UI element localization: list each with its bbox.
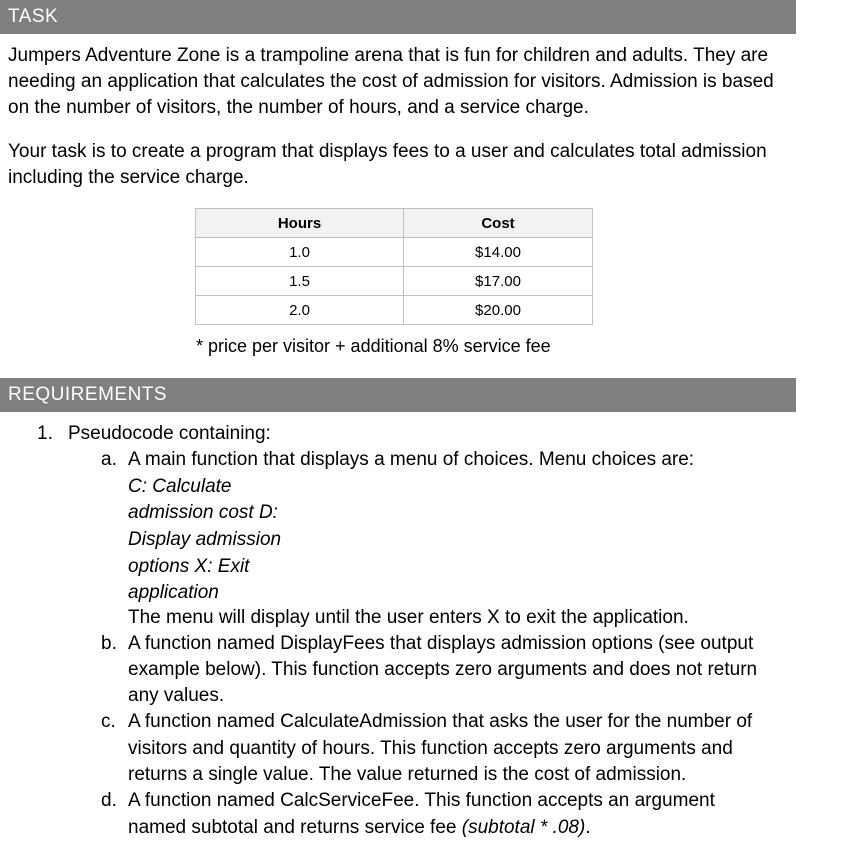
task-paragraph-2: Your task is to create a program that displays fees to a user and calculates total admission including the service charge.	[8, 141, 767, 188]
task-header-label: TASK	[8, 6, 59, 27]
item-a-after: The menu will display until the user enters X to exit the application.	[128, 607, 689, 628]
hours-cell: 1.5	[196, 267, 404, 296]
hours-cell: 1.0	[196, 238, 404, 267]
item-d-line-2-end: .	[585, 817, 591, 838]
menu-line: application	[128, 582, 219, 603]
task-header	[0, 0, 796, 34]
cost-cell: $17.00	[404, 267, 593, 296]
item-1-text: Pseudocode containing:	[68, 423, 271, 444]
cost-cell: $14.00	[404, 238, 593, 267]
table-row	[196, 296, 593, 325]
item-d-marker: d.	[101, 790, 117, 811]
requirements-header-label: REQUIREMENTS	[8, 384, 168, 405]
item-a-text: A main function that displays a menu of choices. Menu choices are:	[128, 449, 695, 470]
item-a-marker: a.	[101, 449, 117, 470]
item-c-line: A function named CalculateAdmission that asks the user for the number of	[128, 711, 753, 732]
item-d-line-1: A function named CalcServiceFee. This function accepts an argument	[128, 790, 715, 811]
menu-line: admission cost D:	[128, 502, 278, 523]
hours-cell: 2.0	[196, 296, 404, 325]
item-d-line-2-plain: named subtotal and returns service fee	[128, 817, 462, 838]
menu-line: Display admission	[128, 529, 282, 550]
task-paragraph-1: Jumpers Adventure Zone is a trampoline arena that is fun for children and adults. They are needing an application that calculates the cost of admission for visitors. Admission is based on the number of visitors, the number of hours, and a service charge.	[8, 45, 774, 118]
item-b-marker: b.	[101, 633, 117, 654]
table-header-row	[196, 209, 593, 238]
item-b-line: A function named DisplayFees that displays admission options (see output	[128, 633, 754, 654]
item-b-line: any values.	[128, 685, 225, 706]
table-row	[196, 238, 593, 267]
fee-note: * price per visitor + additional 8% service fee	[196, 336, 551, 356]
item-c-line: returns a single value. The value returned is the cost of admission.	[128, 764, 687, 785]
menu-line: C: Calculate	[128, 476, 232, 497]
item-c-marker: c.	[101, 711, 116, 732]
item-d-line-2	[128, 815, 591, 841]
service-fee-formula: (subtotal * .08)	[461, 817, 586, 838]
item-1-number: 1.	[37, 423, 53, 444]
column-header-hours: Hours	[196, 209, 404, 238]
item-c-line: visitors and quantity of hours. This function accepts zero arguments and	[128, 738, 733, 759]
cost-cell: $20.00	[404, 296, 593, 325]
fee-table	[195, 208, 593, 325]
menu-line: options X: Exit	[128, 556, 250, 577]
column-header-cost: Cost	[404, 209, 593, 238]
requirements-header	[0, 378, 796, 412]
item-b-line: example below). This function accepts zero arguments and does not return	[128, 659, 758, 680]
table-row	[196, 267, 593, 296]
